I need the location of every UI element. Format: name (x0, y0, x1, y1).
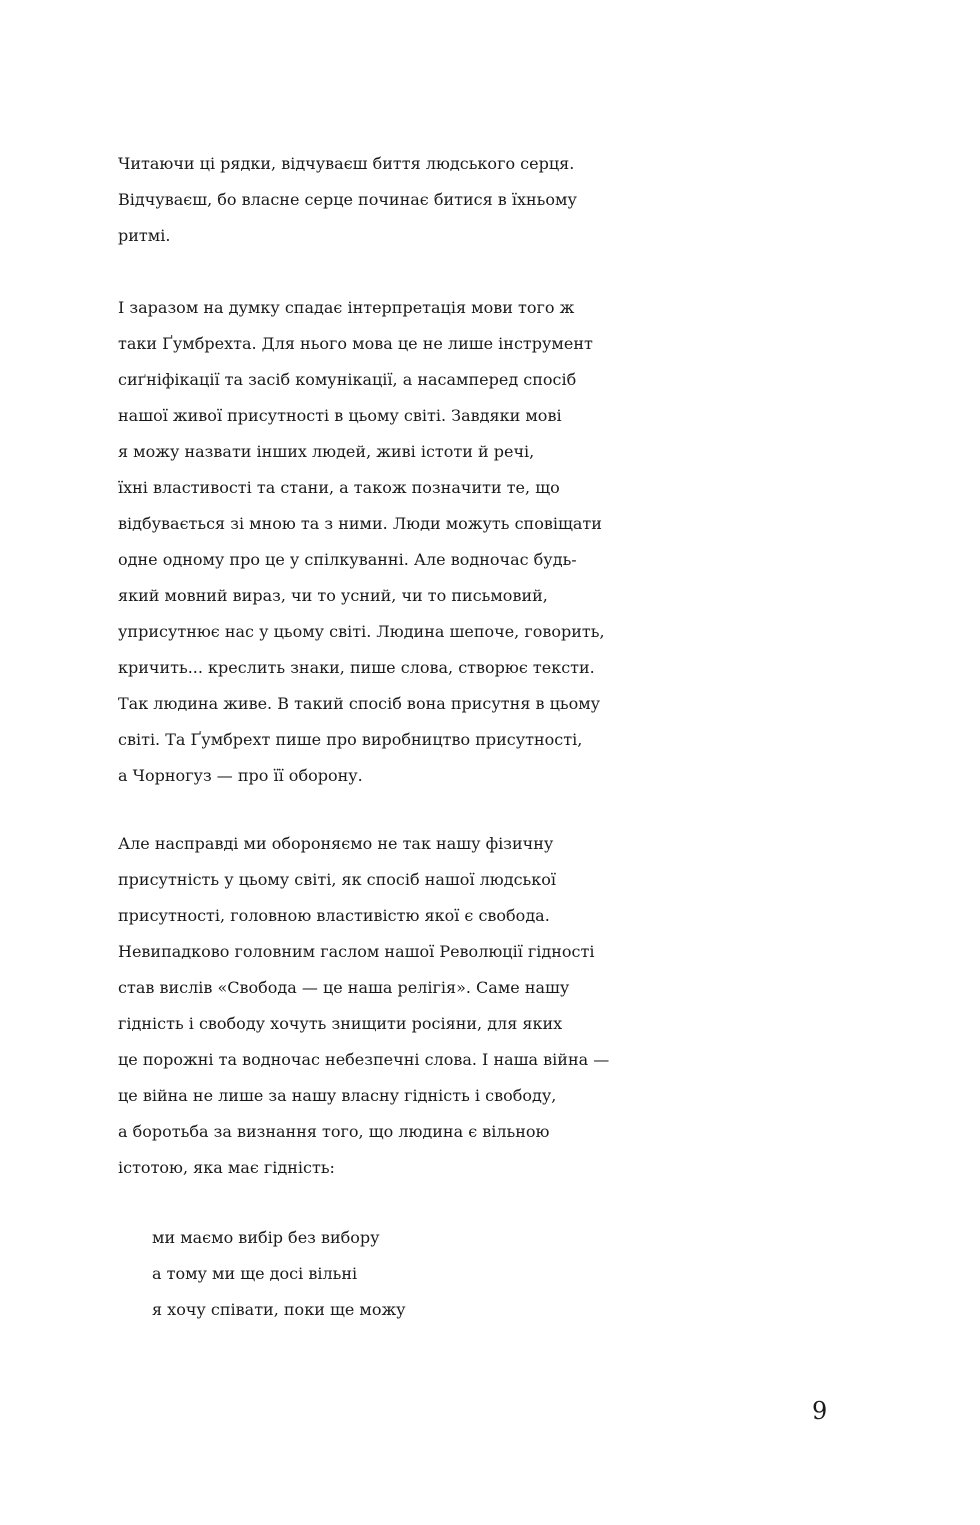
text-line: відбувається зі мною та з ними. Люди можуть сповіщати (118, 514, 602, 533)
text-line: Читаючи ці рядки, відчуваєш биття людського серця. (118, 154, 575, 173)
text-line: гідність і свободу хочуть знищити росіяни, для яких (118, 1014, 563, 1033)
text-line: Так людина живе. В такий спосіб вона присутня в цьому (118, 694, 601, 713)
paragraph-1 (118, 146, 838, 254)
verse-line: я хочу співати, поки ще можу (152, 1300, 406, 1319)
text-line: а боротьба за визнання того, що людина є вільною (118, 1122, 550, 1141)
text-line: істотою, яка має гідність: (118, 1158, 335, 1177)
text-line: світі. Та Ґумбрехт пише про виробництво присутності, (118, 730, 583, 749)
text-line: нашої живої присутності в цьому світі. Завдяки мові (118, 406, 562, 425)
text-line: який мовний вираз, чи то усний, чи то письмовий, (118, 586, 548, 605)
verse-quote (152, 1220, 872, 1328)
verse-line: а тому ми ще досі вільні (152, 1264, 358, 1283)
text-line: їхні властивості та стани, а також позначити те, що (118, 478, 560, 497)
text-line: присутності, головною властивістю якої є свобода. (118, 906, 550, 925)
text-line: Відчуваєш, бо власне серце починає битися в їхньому (118, 190, 577, 209)
text-line: кричить... креслить знаки, пише слова, створює тексти. (118, 658, 595, 677)
text-line: Невипадково головним гаслом нашої Революції гідності (118, 942, 595, 961)
verse-line: ми маємо вибір без вибору (152, 1228, 380, 1247)
text-line: це порожні та водночас небезпечні слова. І наша війна — (118, 1050, 610, 1069)
text-line: присутність у цьому світі, як спосіб нашої людської (118, 870, 557, 889)
text-line: а Чорногуз — про її оборону. (118, 766, 363, 785)
text-line: уприсутнює нас у цьому світі. Людина шепоче, говорить, (118, 622, 605, 641)
text-line: таки Ґумбрехта. Для нього мова це не лише інструмент (118, 334, 593, 353)
text-line: І заразом на думку спадає інтерпретація мови того ж (118, 298, 575, 317)
text-line: став вислів «Свобода — це наша релігія». Саме нашу (118, 978, 570, 997)
text-line: Але насправді ми обороняємо не так нашу фізичну (118, 834, 554, 853)
paragraph-2 (118, 290, 838, 794)
paragraph-3 (118, 826, 838, 1186)
page-number: 9 (812, 1397, 828, 1425)
text-line: я можу назвати інших людей, живі істоти й речі, (118, 442, 535, 461)
text-line: це війна не лише за нашу власну гідність і свободу, (118, 1086, 557, 1105)
text-line: одне одному про це у спілкуванні. Але водночас будь- (118, 550, 577, 569)
text-line: ритмі. (118, 226, 171, 245)
text-line: сиґніфікації та засіб комунікації, а насамперед спосіб (118, 370, 577, 389)
